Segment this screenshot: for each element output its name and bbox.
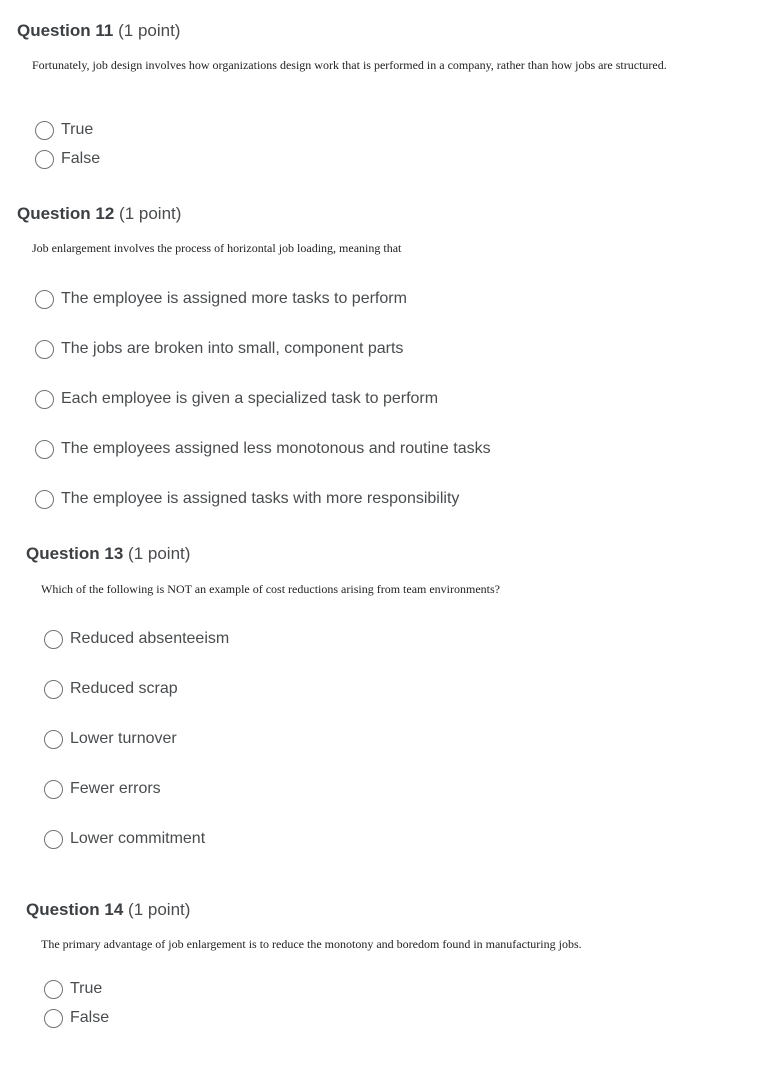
radio-button[interactable]	[35, 390, 54, 409]
question-13-option-3[interactable]	[44, 727, 177, 751]
radio-button[interactable]	[44, 830, 63, 849]
radio-button[interactable]	[35, 290, 54, 309]
question-points: (1 point)	[128, 544, 191, 563]
question-12-option-2[interactable]	[35, 337, 403, 361]
option-label: Reduced scrap	[70, 680, 178, 697]
question-13-option-4[interactable]	[44, 777, 161, 801]
question-11-option-false[interactable]	[35, 147, 100, 171]
radio-button[interactable]	[44, 680, 63, 699]
question-11-option-true[interactable]	[35, 118, 93, 142]
option-label: Lower turnover	[70, 730, 177, 747]
question-12-option-3[interactable]	[35, 387, 438, 411]
question-14-option-false[interactable]	[44, 1006, 109, 1030]
question-11-text: Fortunately, job design involves how organizations design work that is performed in a company, rather than how jobs are structured.	[32, 58, 667, 72]
question-points: (1 point)	[119, 204, 182, 223]
question-13-title	[26, 544, 190, 564]
option-label: True	[70, 980, 103, 997]
question-14-title	[26, 900, 190, 920]
question-number: Question 12	[17, 204, 115, 223]
option-label: The jobs are broken into small, component parts	[61, 340, 404, 357]
radio-button[interactable]	[44, 980, 63, 999]
radio-button[interactable]	[35, 440, 54, 459]
option-label: The employee is assigned more tasks to perform	[61, 290, 407, 307]
question-14-text: The primary advantage of job enlargement is to reduce the monotony and boredom found in manufacturing jobs.	[41, 937, 582, 951]
option-label: Each employee is given a specialized task to perform	[61, 390, 439, 407]
option-label: The employees assigned less monotonous and routine tasks	[61, 440, 491, 457]
radio-button[interactable]	[35, 150, 54, 169]
radio-button[interactable]	[44, 730, 63, 749]
question-number: Question 13	[26, 544, 124, 563]
option-label: Fewer errors	[70, 780, 161, 797]
question-number: Question 11	[17, 21, 114, 40]
radio-button[interactable]	[35, 340, 54, 359]
question-14-option-true[interactable]	[44, 977, 102, 1001]
question-12-option-1[interactable]	[35, 287, 407, 311]
question-number: Question 14	[26, 900, 124, 919]
question-12-title	[17, 204, 181, 224]
option-label: False	[70, 1009, 110, 1026]
question-12-text: Job enlargement involves the process of horizontal job loading, meaning that	[32, 241, 402, 255]
question-points: (1 point)	[118, 21, 181, 40]
radio-button[interactable]	[35, 490, 54, 509]
option-label: Reduced absenteeism	[70, 630, 230, 647]
question-13-text: Which of the following is NOT an example of cost reductions arising from team environments?	[41, 582, 500, 596]
radio-button[interactable]	[44, 780, 63, 799]
question-13-option-2[interactable]	[44, 677, 178, 701]
question-12-option-5[interactable]	[35, 487, 459, 511]
radio-button[interactable]	[35, 121, 54, 140]
question-13-option-1[interactable]	[44, 627, 229, 651]
option-label: The employee is assigned tasks with more responsibility	[61, 490, 460, 507]
radio-button[interactable]	[44, 630, 63, 649]
option-label: True	[61, 121, 94, 138]
question-12-option-4[interactable]	[35, 437, 491, 461]
question-13-option-5[interactable]	[44, 827, 205, 851]
option-label: False	[61, 150, 101, 167]
option-label: Lower commitment	[70, 830, 206, 847]
question-points: (1 point)	[128, 900, 191, 919]
radio-button[interactable]	[44, 1009, 63, 1028]
question-11-title	[17, 21, 180, 41]
